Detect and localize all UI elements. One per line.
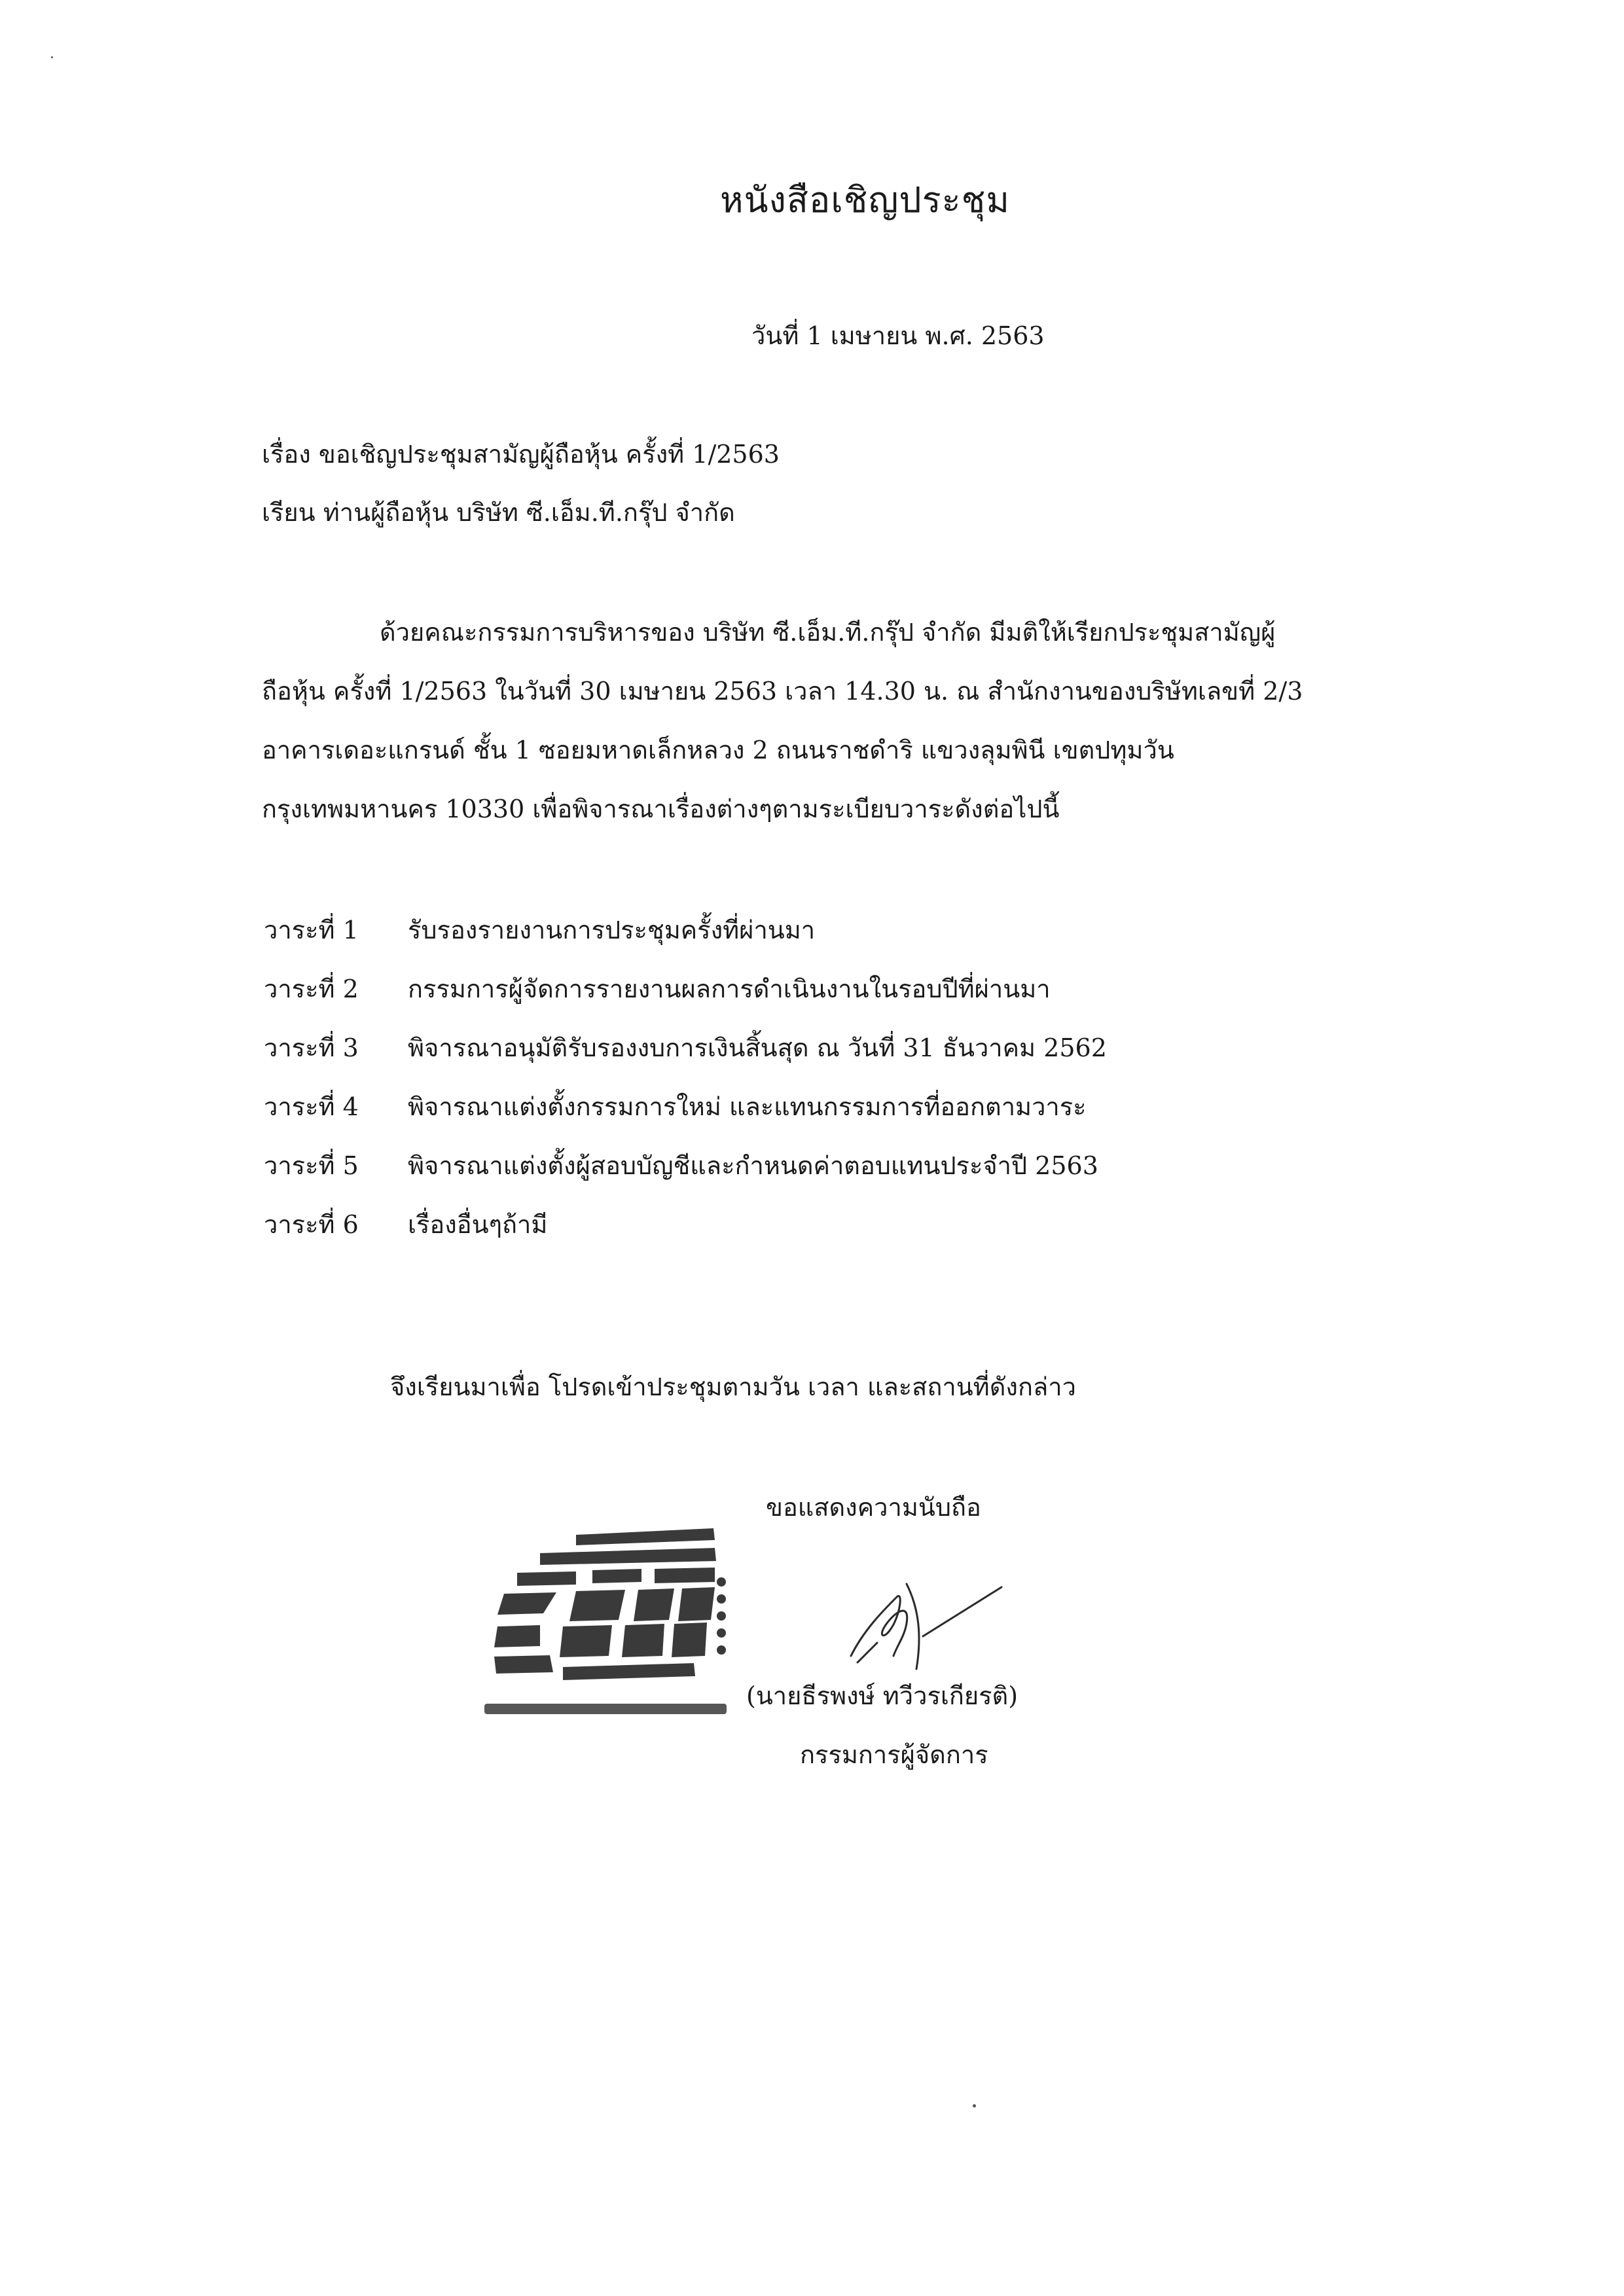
agenda-number: วาระที่ 2 bbox=[264, 975, 359, 1003]
agenda-number: วาระที่ 5 bbox=[264, 1151, 359, 1180]
scan-speck bbox=[973, 2104, 976, 2108]
agenda-number: วาระที่ 6 bbox=[264, 1210, 359, 1239]
regards-line: ขอแสดงความนับถือ bbox=[766, 1493, 981, 1522]
agenda-text: พิจารณาแต่งตั้งผู้สอบบัญชีและกำหนดค่าตอบแทนประจำปี 2563 bbox=[408, 1151, 1098, 1180]
body-paragraph-line: ด้วยคณะกรรมการบริหารของ บริษัท ซี.เอ็ม.ที.กรุ๊ป จำกัด มีมติให้เรียกประชุมสามัญผู้ bbox=[380, 618, 1276, 647]
signatory-name: (นายธีรพงษ์ ทวีวรเกียรติ) bbox=[746, 1681, 1019, 1710]
subject-line: เรื่อง ขอเชิญประชุมสามัญผู้ถือหุ้น ครั้งที่ 1/2563 bbox=[262, 440, 780, 469]
agenda-item bbox=[264, 1028, 1107, 1067]
agenda-item bbox=[264, 1204, 547, 1244]
document-title: หนังสือเชิญประชุม bbox=[720, 179, 1010, 221]
body-paragraph-line: กรุงเทพมหานคร 10330 เพื่อพิจารณาเรื่องต่างๆตามระเบียบวาระดังต่อไปนี้ bbox=[262, 795, 1060, 823]
agenda-item bbox=[264, 969, 1051, 1009]
agenda-number: วาระที่ 1 bbox=[264, 916, 359, 944]
recipient-line: เรียน ท่านผู้ถือหุ้น บริษัท ซี.เอ็ม.ที.กรุ๊ป จำกัด bbox=[262, 498, 735, 527]
agenda-text: พิจารณาอนุมัติรับรองงบการเงินสิ้นสุด ณ วันที่ 31 ธันวาคม 2562 bbox=[408, 1033, 1107, 1062]
agenda-text: รับรองรายงานการประชุมครั้งที่ผ่านมา bbox=[408, 916, 816, 944]
signatory-position: กรรมการผู้จัดการ bbox=[800, 1740, 988, 1769]
agenda-text: กรรมการผู้จัดการรายงานผลการดำเนินงานในรอบปีที่ผ่านมา bbox=[408, 975, 1051, 1003]
agenda-number: วาระที่ 3 bbox=[264, 1033, 359, 1062]
handwritten-signature-icon bbox=[825, 1558, 1021, 1682]
agenda-text: พิจารณาแต่งตั้งกรรมการใหม่ และแทนกรรมการที่ออกตามวาระ bbox=[408, 1092, 1087, 1121]
body-paragraph-line: ถือหุ้น ครั้งที่ 1/2563 ในวันที่ 30 เมษายน 2563 เวลา 14.30 น. ณ สำนักงานของบริษัทเลขที่ 2/3 bbox=[262, 677, 1303, 706]
agenda-number: วาระที่ 4 bbox=[264, 1092, 359, 1121]
closing-line: จึงเรียนมาเพื่อ โปรดเข้าประชุมตามวัน เวลา และสถานที่ดังกล่าว bbox=[390, 1372, 1076, 1401]
agenda-item bbox=[264, 1086, 1087, 1126]
agenda-text: เรื่องอื่นๆถ้ามี bbox=[408, 1210, 548, 1239]
body-paragraph-line: อาคารเดอะแกรนด์ ชั้น 1 ซอยมหาดเล็กหลวง 2 ถนนราชดำริ แขวงลุมพินี เขตปทุมวัน bbox=[262, 736, 1174, 764]
agenda-item bbox=[264, 910, 815, 950]
scan-speck bbox=[51, 56, 53, 58]
company-logo-icon bbox=[478, 1522, 733, 1731]
agenda-item bbox=[264, 1145, 1098, 1185]
document-date: วันที่ 1 เมษายน พ.ศ. 2563 bbox=[751, 321, 1045, 350]
